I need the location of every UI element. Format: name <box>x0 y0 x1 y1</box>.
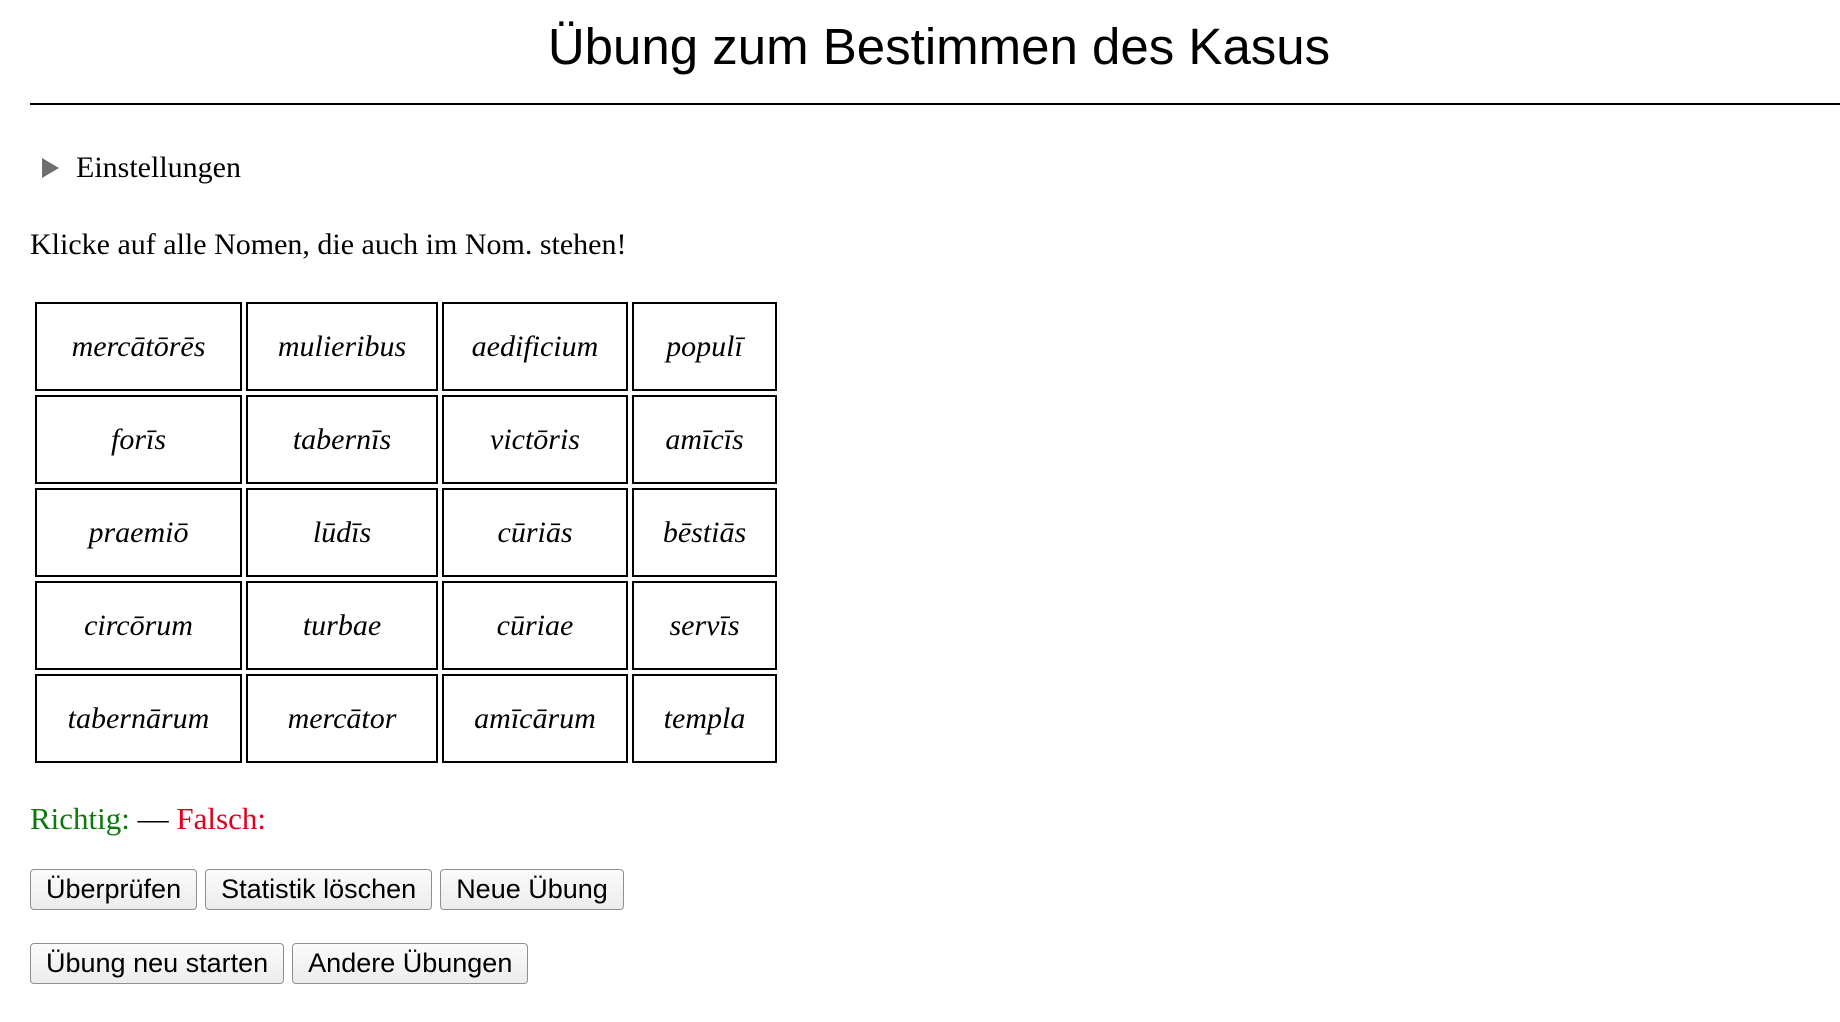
action-buttons-row <box>30 869 624 910</box>
word-cell[interactable]: forīs <box>35 395 242 484</box>
word-cell[interactable]: mercātor <box>246 674 438 763</box>
score-separator: — <box>137 801 169 836</box>
word-cell[interactable]: bēstiās <box>632 488 777 577</box>
word-cell[interactable]: mercātōrēs <box>35 302 242 391</box>
word-cell[interactable]: amīcārum <box>442 674 628 763</box>
word-cell[interactable]: servīs <box>632 581 777 670</box>
word-cell[interactable]: populī <box>632 302 777 391</box>
word-cell[interactable]: tabernīs <box>246 395 438 484</box>
word-cell[interactable]: amīcīs <box>632 395 777 484</box>
correct-score-label: Richtig: <box>30 801 130 836</box>
word-cell[interactable]: cūriās <box>442 488 628 577</box>
title-divider <box>30 103 1840 105</box>
instruction-text: Klicke auf alle Nomen, die auch im Nom. stehen! <box>30 228 627 261</box>
score-line <box>30 799 266 839</box>
grid-row <box>35 488 777 577</box>
clear-stats-button[interactable]: Statistik löschen <box>205 869 432 910</box>
word-cell[interactable]: circōrum <box>35 581 242 670</box>
word-cell[interactable]: templa <box>632 674 777 763</box>
grid-row <box>35 674 777 763</box>
settings-label: Einstellungen <box>76 151 241 184</box>
grid-row <box>35 581 777 670</box>
new-exercise-button[interactable]: Neue Übung <box>440 869 624 910</box>
page-title: Übung zum Bestimmen des Kasus <box>547 18 1331 75</box>
word-cell[interactable]: mulieribus <box>246 302 438 391</box>
other-exercises-button[interactable]: Andere Übungen <box>292 943 528 984</box>
check-button[interactable]: Überprüfen <box>30 869 197 910</box>
word-cell[interactable]: victōris <box>442 395 628 484</box>
word-cell[interactable]: turbae <box>246 581 438 670</box>
word-cell[interactable]: aedificium <box>442 302 628 391</box>
grid-row <box>35 395 777 484</box>
word-cell[interactable]: praemiō <box>35 488 242 577</box>
navigation-buttons-row <box>30 943 528 984</box>
word-cell[interactable]: tabernārum <box>35 674 242 763</box>
disclosure-triangle-right-icon <box>42 158 59 178</box>
wrong-score-label: Falsch: <box>176 801 266 836</box>
word-grid <box>31 298 781 767</box>
grid-row <box>35 302 777 391</box>
word-cell[interactable]: lūdīs <box>246 488 438 577</box>
restart-exercise-button[interactable]: Übung neu starten <box>30 943 284 984</box>
word-cell[interactable]: cūriae <box>442 581 628 670</box>
settings-toggle[interactable] <box>42 148 241 188</box>
